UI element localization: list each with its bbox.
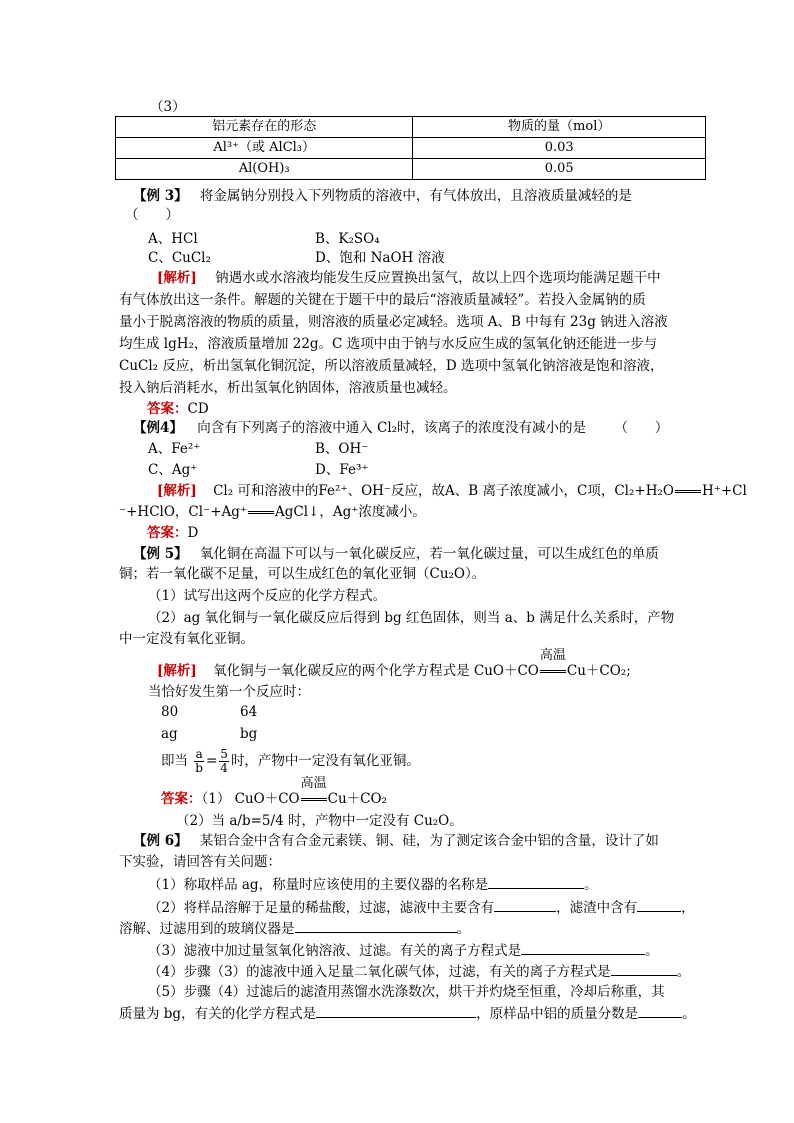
answer-blank[interactable] [611, 963, 677, 976]
mass-b: bg [240, 726, 258, 742]
analysis-line: 投入钠后消耗水，析出氢氧化钠固体，溶液质量也减轻。 [119, 380, 457, 396]
answer-line: （2）当 a/b=5/4 时，产物中一定没有 Cu₂O。 [176, 813, 463, 829]
example-tag: 【例 6】 [133, 833, 188, 849]
reaction-condition: 高温 [539, 648, 566, 663]
sub-question-2-cont: 溶解、过滤用到的玻璃仪器是 。 [119, 921, 470, 937]
analysis-line: [解析] Cl₂ 可和溶液中的Fe²⁺、OH⁻反应，故A、B 离子浓度减小，C项，Cl₂+H₂O H⁺+Cl [157, 483, 747, 499]
answer-blank[interactable] [521, 942, 645, 955]
sub-question-1: （1）试写出这两个反应的化学方程式。 [148, 588, 387, 604]
analysis-line: CuCl₂ 反应，析出氢氧化铜沉淀，所以溶液质量减轻，D 选项中氢氧化钠溶液是饱和溶液， [119, 358, 664, 374]
question-line: 下实验，请回答有关问题： [119, 854, 281, 870]
part-3-label: （3） [150, 99, 186, 115]
sub-question-2: （2）ag 氧化铜与一氧化碳反应后得到 bg 红色固体，则当 a、b 满足什么关系时，产物 [148, 610, 675, 626]
answer-line: 答案：（1） CuO＋CO 高温 Cu＋CO₂ [161, 776, 387, 807]
table-cell: 0.03 [413, 138, 706, 159]
aluminum-form-table [115, 116, 706, 180]
answer-line: 答案：D [147, 525, 199, 541]
analysis-tag: [解析] [157, 270, 197, 286]
option-c: C、CuCl₂ [148, 250, 211, 266]
sub-question-1: （1）称取样品 ag，称量时应该使用的主要仪器的名称是 。 [148, 877, 598, 893]
sub-question-2-cont: 中一定没有氧化亚铜。 [119, 631, 254, 647]
reaction-condition: 高温 [300, 776, 327, 791]
sub-question-4: （4）步骤（3）的滤液中通入足量二氧化碳气体，过滤，有关的离子方程式是 。 [148, 964, 691, 980]
fraction-a-b: $\frac{a}{b}$ [195, 747, 203, 775]
question-line: 铜；若一氧化碳不足量，可以生成红色的氧化亚铜（Cu₂O）。 [119, 566, 486, 582]
option-d: D、饱和 NaOH 溶液 [315, 250, 445, 266]
sub-question-5: （5）步骤（4）过滤后的滤渣用蒸馏水洗涤数次，烘干并灼烧至恒重，冷却后称重，其 [148, 984, 665, 1000]
example-6-question: 【例 6】 某铝合金中含有合金元素镁、铜、硅，为了测定该合金中铝的含量，设计了如 [133, 833, 659, 849]
option-b: B、K₂SO₄ [315, 231, 380, 247]
example-tag: 【例4】 [133, 420, 183, 436]
table-cell: Al³⁺（或 AlCl₃） [116, 138, 413, 159]
option-a: A、Fe²⁺ [148, 441, 201, 457]
analysis-line: 有气体放出这一条件。解题的关键在于题干中的最后“溶液质量减轻”。若投入金属钠的质 [119, 292, 646, 308]
answer-tag: 答案： [147, 525, 188, 541]
table-cell: Al(OH)₃ [116, 159, 413, 180]
ratio-condition: 即当 $\frac{a}{b}$ = $\frac{5}{4}$ 时，产物中一定没有氧化亚铜。 [161, 747, 420, 775]
analysis-tag: [解析] [157, 483, 197, 499]
answer-blank[interactable] [488, 876, 584, 889]
analysis-line: 均生成 lgH₂，溶液质量增加 22g。C 选项中由于钠与水反应生成的氢氧化钠还能进一步与 [119, 336, 658, 352]
example-3-question: 【例 3】 将金属钠分别投入下列物质的溶液中，有气体放出，且溶液质量减轻的是 [133, 188, 632, 204]
analysis-line: 当恰好发生第一个反应时： [148, 684, 310, 700]
example-tag: 【例 5】 [133, 546, 188, 562]
equilibrium-sign [675, 490, 701, 493]
analysis-line: [解析] 氧化铜与一氧化碳反应的两个化学方程式是 CuO＋CO 高温 Cu＋CO₂; [157, 648, 631, 679]
answer-tag: 答案： [147, 401, 188, 417]
analysis-line: [解析] 钠遇水或水溶液均能发生反应置换出氢气，故以上四个选项均能满足题干中 [157, 270, 661, 286]
sub-question-5-cont: 质量为 bg，有关的化学方程式是 ，原样品中铝的质量分数是 。 [119, 1006, 696, 1022]
answer-paren: （ ） [125, 207, 179, 223]
analysis-line: ⁻+HClO，Cl⁻+Ag⁺ AgCl↓，Ag⁺浓度减小。 [119, 504, 426, 520]
fraction-5-4: $\frac{5}{4}$ [220, 747, 228, 775]
mass-ratio-64: 64 [240, 704, 258, 720]
equal-sign [248, 511, 274, 514]
example-tag: 【例 3】 [133, 188, 188, 204]
mass-ratio-80: 80 [161, 704, 179, 720]
answer-blank[interactable] [316, 1005, 476, 1018]
mass-a: ag [161, 726, 178, 742]
table-header-row [116, 117, 706, 138]
answer-tag: 答案： [161, 791, 202, 807]
example-4-question: 【例4】 向含有下列离子的溶液中通入 Cl₂时，该离子的浓度没有减小的是 （ ） [133, 420, 669, 436]
table-row [116, 138, 706, 159]
option-d: D、Fe³⁺ [315, 462, 369, 478]
option-a: A、HCl [148, 231, 198, 247]
table-header-cell: 铝元素存在的形态 [116, 117, 413, 138]
sub-question-3: （3）滤液中加过量氢氧化钠溶液、过滤。有关的离子方程式是 。 [148, 943, 659, 959]
option-c: C、Ag⁺ [148, 462, 198, 478]
answer-blank[interactable] [638, 1005, 682, 1018]
sub-question-2: （2）将样品溶解于足量的稀盐酸，过滤，滤液中主要含有 ，滤渣中含有 ， [148, 900, 695, 916]
table-row [116, 159, 706, 180]
table-cell: 0.05 [413, 159, 706, 180]
reaction-arrow [300, 776, 328, 807]
option-b: B、OH⁻ [315, 441, 369, 457]
answer-blank[interactable] [637, 899, 681, 912]
answer-blank[interactable] [494, 899, 556, 912]
table-header-cell: 物质的量（mol） [413, 117, 706, 138]
analysis-tag: [解析] [157, 663, 197, 679]
example-5-question: 【例 5】 氧化铜在高温下可以与一氧化碳反应，若一氧化碳过量，可以生成红色的单质 [133, 546, 659, 562]
answer-blank[interactable] [295, 920, 457, 933]
answer-line: 答案：CD [147, 401, 209, 417]
reaction-arrow [539, 648, 567, 679]
analysis-line: 量小于脱离溶液的物质的质量，则溶液的质量必定减轻。选项 A、B 中每有 23g 钠进入溶液 [119, 314, 668, 330]
